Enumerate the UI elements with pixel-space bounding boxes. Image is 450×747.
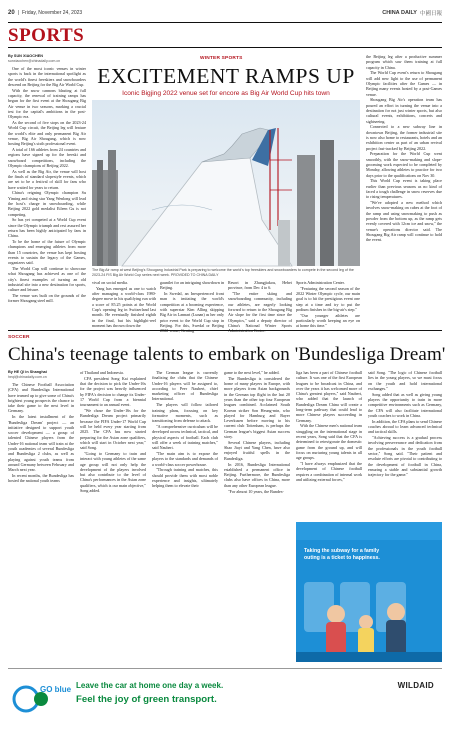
story2-paragraph: liga has been a part of Chinese football culture. It was one of the first European leagues to be broadcast in China, and over the years it has welcomed more of China's greatest players," said Naubert, who added that the launch of Bundesliga Dream China will create a long-term pathway that could lead to more Chinese players succeeding in Germany.	[296, 370, 362, 423]
story1-paragraph: Preparation for the World Cup went smoothly, with the snow-making and slope-grooming work expected to be completed by Monday, allowing athletes to practice for two days prior to the qualifications on Nov 30.	[366, 151, 442, 178]
subway-photo-caption: Taking the subway for a family outing is a ticket to happiness.	[304, 548, 380, 561]
story1-kicker: WINTER SPORTS	[200, 56, 243, 61]
story2-paragraph: "Achieving success is a gradual process involving perseverance and dedication from the professionals in the youth football sector," Song said. "Their patient and resolute efforts are pivotal to contributing to the development of football in China, ensuring a stable and substantial growth trajectory for the game."	[368, 435, 442, 478]
page-separator: |	[17, 10, 19, 16]
story1-paragraph: A total of 166 athletes from 24 countries and regions have signed up for the freeski and snowboard competitions, including the Olympic champions of Beijing 2022.	[8, 146, 86, 168]
page-info	[8, 10, 82, 16]
story1-paragraph: One of the most iconic venues in winter sports is back in the international spotlight as the world's finest freeskiers and snowboarders descend on Beijing for the Big Air World Cup.	[8, 66, 86, 87]
story-divider	[8, 330, 442, 331]
story2-paragraph: "Through training and matches, this should provide them with most noble experience and insights, ultimately helping them to elevate their	[152, 467, 218, 489]
story2-paragraph: Several Chinese players, including Shao Jiayi and Yang Chen, have also enjoyed fruitful spells in the Bundesliga.	[224, 439, 290, 461]
story2-paragraph: "We chose the Under-16s for the Bundesliga Dream project primarily because the FIFA Under-17 World Cup will be held every year starting from 2025. The CFA has now started preparing for the Asian zone qualifiers, which will start in October next year," said Song.	[80, 408, 146, 451]
story1-email: sunxiaochen@chinadaily.com.cn	[8, 59, 61, 63]
go-blue-ad	[8, 668, 442, 736]
story1-paragraph: The venue was built on the grounds of the former Shougang steel mill.	[8, 292, 86, 304]
story1-paragraph: China's reigning Olympic champion Su Yiming and rising star Yang Wenlong will lead the host's charge in snowboarding, while Beijing 2022 gold medalist Eileen Gu is not competing.	[8, 190, 86, 217]
story2-paragraph: In addition, the CFA plans to send Chinese coaches abroad to learn advanced technical and tactical skills.	[368, 418, 442, 435]
story1-paragraph: Yang has emerged as one to watch after managing a world-class 1980-degree move in his qualifying run with a score of 85.25 points at the World Cup's opening leg in Switzerland last month. He eventually finished eighth in the final, but his highlight-reel moment has thrown down the	[92, 285, 156, 328]
big-air-ramp-photo	[92, 100, 360, 266]
story2-paragraph: CFA president Song Kai explained that the decision to pick the Under-16s for the project was heavily influenced by FIFA's decision to change its Under-17 World Cup from a biennial tournament to an annual event.	[80, 375, 146, 408]
story1-paragraph: Resort in Zhangjiakou, Hebei province, from Dec 4 to 6.	[228, 280, 292, 291]
story2-paragraph: said Song. "The logic of Chinese football lies in the young players, so we must focus on the youth and hold international exchanges."	[368, 370, 442, 391]
story2-email: heqi@chinadaily.com.cn	[8, 375, 47, 379]
ad-line-2: Feel the joy of green transport.	[76, 694, 217, 705]
story1-column-7	[366, 54, 442, 324]
story1-column-1	[8, 54, 86, 322]
story2-column-3	[152, 370, 218, 662]
story1-paragraph: Sports Administration Center.	[296, 280, 345, 285]
page-number: 20	[8, 10, 15, 16]
story1-column-6	[296, 280, 360, 329]
wildaid-logo: WILDAID	[397, 681, 434, 690]
story2-column-1	[8, 370, 74, 662]
section-label: SPORTS	[8, 25, 85, 46]
story1-paragraph: With the snow cannons blasting at full capacity, the renewal of training ramps has begun for the first event at the Shougang Big Air venue in two seasons, marking a crucial test for the capital's ambitions in the post-Olympic era.	[8, 87, 86, 120]
story2-headline: China's teenage talents to embark on 'Bundesliga Dream'	[8, 344, 446, 365]
story2-paragraph: The Chinese Football Association (CFA) and Bundesliga International have teamed up to give some of China's brightest young prospects the chance to take their game to the next level in Germany.	[8, 382, 74, 414]
story1-paragraph: "The entire skiing and snowboarding community, including our athletes, are eagerly looking forward to return to the Shougang Big Air slope for the first time since the Olympics," said a deputy director of China's National Winter Sports	[228, 291, 292, 328]
story1-paragraph: the Beijing leg after a productive summer program which saw them training at full capacity in China.	[366, 54, 442, 70]
subway-photo	[296, 522, 442, 662]
story1-byline: By SUN XIAOCHEN	[8, 54, 44, 58]
paper-name: CHINA DAILY	[382, 10, 417, 16]
story2-paragraph: The players will follow tailored training plans, focusing on key formative moments, such as transitioning from defense to attack.	[152, 402, 218, 424]
story1-paragraph: "We've adopted a new method which involves snow-making on cubes at the foot of the ramp and using snowmaking to push as powder from the bottom up, as the ramp gets evenly covered with 12cm ice and snow," the venue's operations director said. The Shougang Big Air ramp will continue to hold the event.	[366, 200, 442, 243]
story1-subhead: Iconic Bigjing 2022 venue set for encore as Big Air World Cup hits town	[122, 90, 330, 97]
story2-column-4	[224, 370, 290, 662]
paper-name-cn: 中國日報	[419, 11, 442, 17]
story2-paragraph: "Going to Germany to train and interact with young athletes of the same age group will not only help the development of the players involved but also contribute to the level of China's performances in the Asian zone qualifiers, which is our main objective," Song added.	[80, 450, 146, 494]
story2-paragraph: With the Chinese men's national team struggling on the international stage in recent years, Song said that the CFA is determined to reinvigorate the domestic game from the ground up, and will focus on nurturing young talents in all age groups.	[296, 423, 362, 461]
story1-paragraph: In Swedal, an Inexperienced front man is imitating the world's competition at a booming experience, with superstar Kim Alling skipping Big Air in Lannari (Lunan) as her only prior event to the World Cup stop in Beijing. For this, Swedal or Beijing	[160, 291, 224, 328]
story2-paragraph: In the latest installment of the 'Bundesliga Dream' project — an initiative designed to support youth soccer development — a group of talented Chinese players from the Under-16 national team will train at the youth academies of several Bundesliga and Bundesliga 2 clubs, as well as playing against youth teams from around Germany between February and March next year.	[8, 414, 74, 473]
story1-paragraph: "Featuring the second season of the 2022 Winter Olympic cycle, our main goal is to hit the prestigious event one step at a time and try to put the podium finishes in the big-air's step."	[296, 285, 360, 312]
story2-column-6	[368, 370, 442, 520]
story2-byline: By HE QI in Shanghai	[8, 370, 47, 374]
story2-kicker: SOCCER	[8, 335, 30, 340]
story1-caption: The Big Air ramp at west Beijing's Shougang Industrial Park is preparing to welcome the world's top freeskiers and snowboarders to compete in the second leg of the 2023-24 FIS Big Air World Cup series next week. PROVIDED TO CHINA DAILY	[92, 268, 354, 277]
ad-line-1: Leave the car at home one day a week.	[76, 681, 224, 690]
page-top-bar	[8, 6, 442, 20]
issue-date: Friday, November 24, 2023	[22, 10, 83, 16]
story1-paragraph: The World Cup event's return to Shougang will add new light to the use of permanent Olympic facilities after the Games — in Beijing many events hosted by a post-Games venue.	[366, 70, 442, 97]
story2-paragraph: "I have always emphasized that the development of Chinese football requires a combination of internal work and utilizing external forces,"	[296, 461, 362, 482]
story1-headline: EXCITEMENT RAMPS UP	[97, 64, 355, 88]
story1-paragraph: To be the home of the future of Olympic champions and emerging athletes from more than 15 countries, the venue has kept hosting events to sustain the legacy of the Games, organizers said.	[8, 239, 86, 266]
story1-column-3	[92, 280, 156, 328]
story2-paragraph: In 2016, Bundesliga International established a permanent office in Beijing. Furthermore, the Bundesliga clubs also have offices in China, more than any other European league.	[224, 461, 290, 488]
story1-paragraph: "Our younger athletes are particularly worth keeping an eye on at home this time."	[296, 312, 360, 329]
story2-column-2	[80, 370, 146, 662]
story2-paragraph: "A comprehensive curriculum will be developed across technical, tactical, and physical aspects of football. Each club will offer a week of training matches," said Naubert.	[152, 423, 218, 451]
story1-column-5	[228, 280, 292, 328]
story1-paragraph: The World Cup will continue to showcase what Shougang has achieved as one of the city's finest examples of turning an old industrial site into a new destination for sports, culture and leisure.	[8, 265, 86, 293]
story2-paragraph: The Bundesliga is considered the home of many players in Europe, with more players from Asian backgrounds in the German top flight in the last 20 years than the other top four European leagues combined. Acclaimed South Korean striker Son Heung-min, who played for Hamburg and Bayer Leverkusen before moving to his current club Tottenham, is perhaps the German league's biggest Asian success story.	[224, 375, 290, 440]
story2-paragraph: of Thailand and Indonesia.	[80, 370, 124, 375]
subway-family-photo	[296, 522, 442, 662]
section-header	[8, 22, 442, 48]
story1-paragraph: Shougang Big Air's operation team has poured an effort in turning the venue into a destination for not just winter sports, but also cultural events, exhibitions, concerts and sightseeing.	[366, 97, 442, 124]
story2-paragraph: Song added that as well as giving young players the opportunity to train in more competitive environments such as Germany, the CFA will also facilitate international youth coaches to work in China.	[368, 391, 442, 418]
story1-paragraph: As well as the Big Air, the venue will host the finals of standard slopestyle events, which are set to be a festival of skill for fans who have waited for years to return.	[8, 168, 86, 190]
story1-paragraph: vival on social media.	[92, 280, 128, 285]
story1-paragraph: This World Cup event is taking place earlier than previous seasons as no kind of faced a tough challenge in snow reserves due to rising temperatures.	[366, 178, 442, 200]
story2-paragraph: "For almost 10 years, the Bundes-	[228, 488, 284, 494]
story1-photo	[92, 100, 360, 266]
story2-paragraph: In recent months, the Bundesliga has hosted the national youth teams	[8, 473, 74, 484]
ad-brand: GO blue	[40, 685, 72, 694]
story1-column-4	[160, 280, 225, 328]
story1-paragraph: gauntlet for an intriguing showdown in Beijing.	[160, 280, 225, 291]
story2-paragraph: game to the next level," he added.	[224, 370, 280, 375]
story1-paragraph: As the second of five stops on the 2023-24 World Cup circuit, the Beijing leg will feature the world's elite and only permanent Big Air venue, Big Air Shougang, which is now hosting Beijing's sixth professional event.	[8, 119, 86, 147]
story1-paragraph: So has yet competed at a World Cup event since the Olympic triumph and rest assured her return has been highly anticipated by fans in China.	[8, 217, 86, 239]
story2-paragraph: "The main aim is to expose the players to the standards and demands of a world-class soccer powerhouse.	[152, 450, 218, 467]
story1-paragraph: Connected to a new subway line in downtown Beijing, the former industrial site is now also home to restaurants, hotels and an exhibition center as part of an urban revival project fast-tracked by Beijing 2022.	[366, 124, 442, 151]
story2-paragraph: The German league is currently finalizing the clubs that the Chinese Under-16 players will be assigned to, according to Peer Naubert, chief marketing officer of Bundesliga International.	[152, 370, 218, 402]
masthead-small	[382, 9, 442, 17]
